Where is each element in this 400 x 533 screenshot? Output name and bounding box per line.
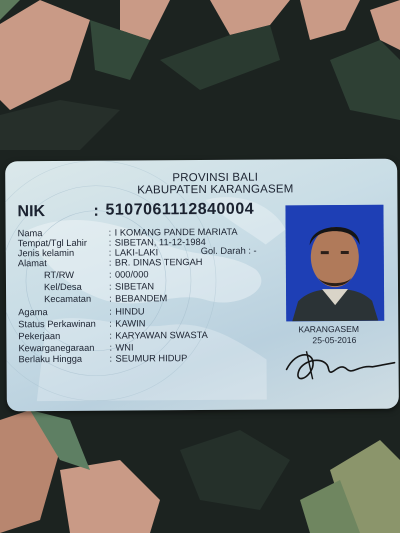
field-value: 000/000 [114, 269, 149, 280]
field-row: Nama : I KOMANG PANDE MARIATA [17, 226, 238, 239]
field-value: BEBANDEM [115, 293, 168, 304]
issue-date: 25-05-2016 [312, 334, 357, 346]
field-row: Agama : HINDU [18, 306, 145, 318]
field-label: RT/RW [43, 269, 75, 281]
field-label: Alamat [17, 258, 47, 269]
field-row: Jenis kelamin : LAKI-LAKI [17, 247, 159, 259]
field-value: SIBETAN, 11-12-1984 [114, 236, 206, 248]
field-row: Kewarganegaraan : WNI [18, 342, 134, 354]
nik-label: NIK [17, 203, 46, 221]
field-value: HINDU [115, 306, 145, 317]
portrait-photo [285, 205, 384, 322]
signature-icon [276, 339, 396, 390]
field-value: BR. DINAS TENGAH [114, 256, 203, 268]
field-label: Nama [17, 228, 43, 239]
nik-colon: : [93, 202, 99, 220]
field-label: Kel/Desa [43, 281, 82, 293]
field-row: Status Perkawinan : KAWIN [18, 318, 146, 330]
person-portrait-icon [285, 205, 384, 322]
province-title: PROVINSI BALI [172, 171, 259, 185]
field-row: RT/RW : 000/000 [43, 269, 149, 281]
field-value: WNI [115, 342, 134, 353]
field-row: Pekerjaan : KARYAWAN SWASTA [18, 329, 208, 342]
field-value: LAKI-LAKI [114, 247, 159, 258]
nik-value: 5107061112840004 [105, 200, 255, 219]
field-row: Kel/Desa : SIBETAN [43, 281, 155, 293]
field-label: Kecamatan [44, 293, 92, 305]
field-label: Kewarganegaraan [18, 342, 95, 354]
blood-type: Gol. Darah : - [200, 245, 257, 257]
issue-city: KARANGASEM [298, 323, 360, 335]
field-label: Pekerjaan [18, 330, 61, 342]
field-label: Berlaku Hingga [18, 353, 83, 365]
field-label: Jenis kelamin [17, 247, 75, 259]
field-row: Alamat : BR. DINAS TENGAH [17, 256, 203, 269]
field-label: Status Perkawinan [18, 318, 96, 330]
field-value: SIBETAN [114, 281, 155, 292]
field-row: Tempat/Tgl Lahir : SIBETAN, 11-12-1984 [17, 236, 206, 249]
field-value: KAWIN [115, 318, 146, 329]
regency-title: KABUPATEN KARANGASEM [137, 183, 294, 197]
field-value: SEUMUR HIDUP [115, 353, 188, 364]
field-row: Kecamatan : BEBANDEM [44, 293, 168, 305]
field-value: I KOMANG PANDE MARIATA [114, 226, 238, 238]
id-card [5, 159, 399, 412]
field-value: KARYAWAN SWASTA [115, 329, 208, 341]
field-label: Tempat/Tgl Lahir [17, 237, 87, 249]
field-row: Berlaku Hingga : SEUMUR HIDUP [18, 353, 188, 365]
field-label: Agama [18, 307, 48, 318]
